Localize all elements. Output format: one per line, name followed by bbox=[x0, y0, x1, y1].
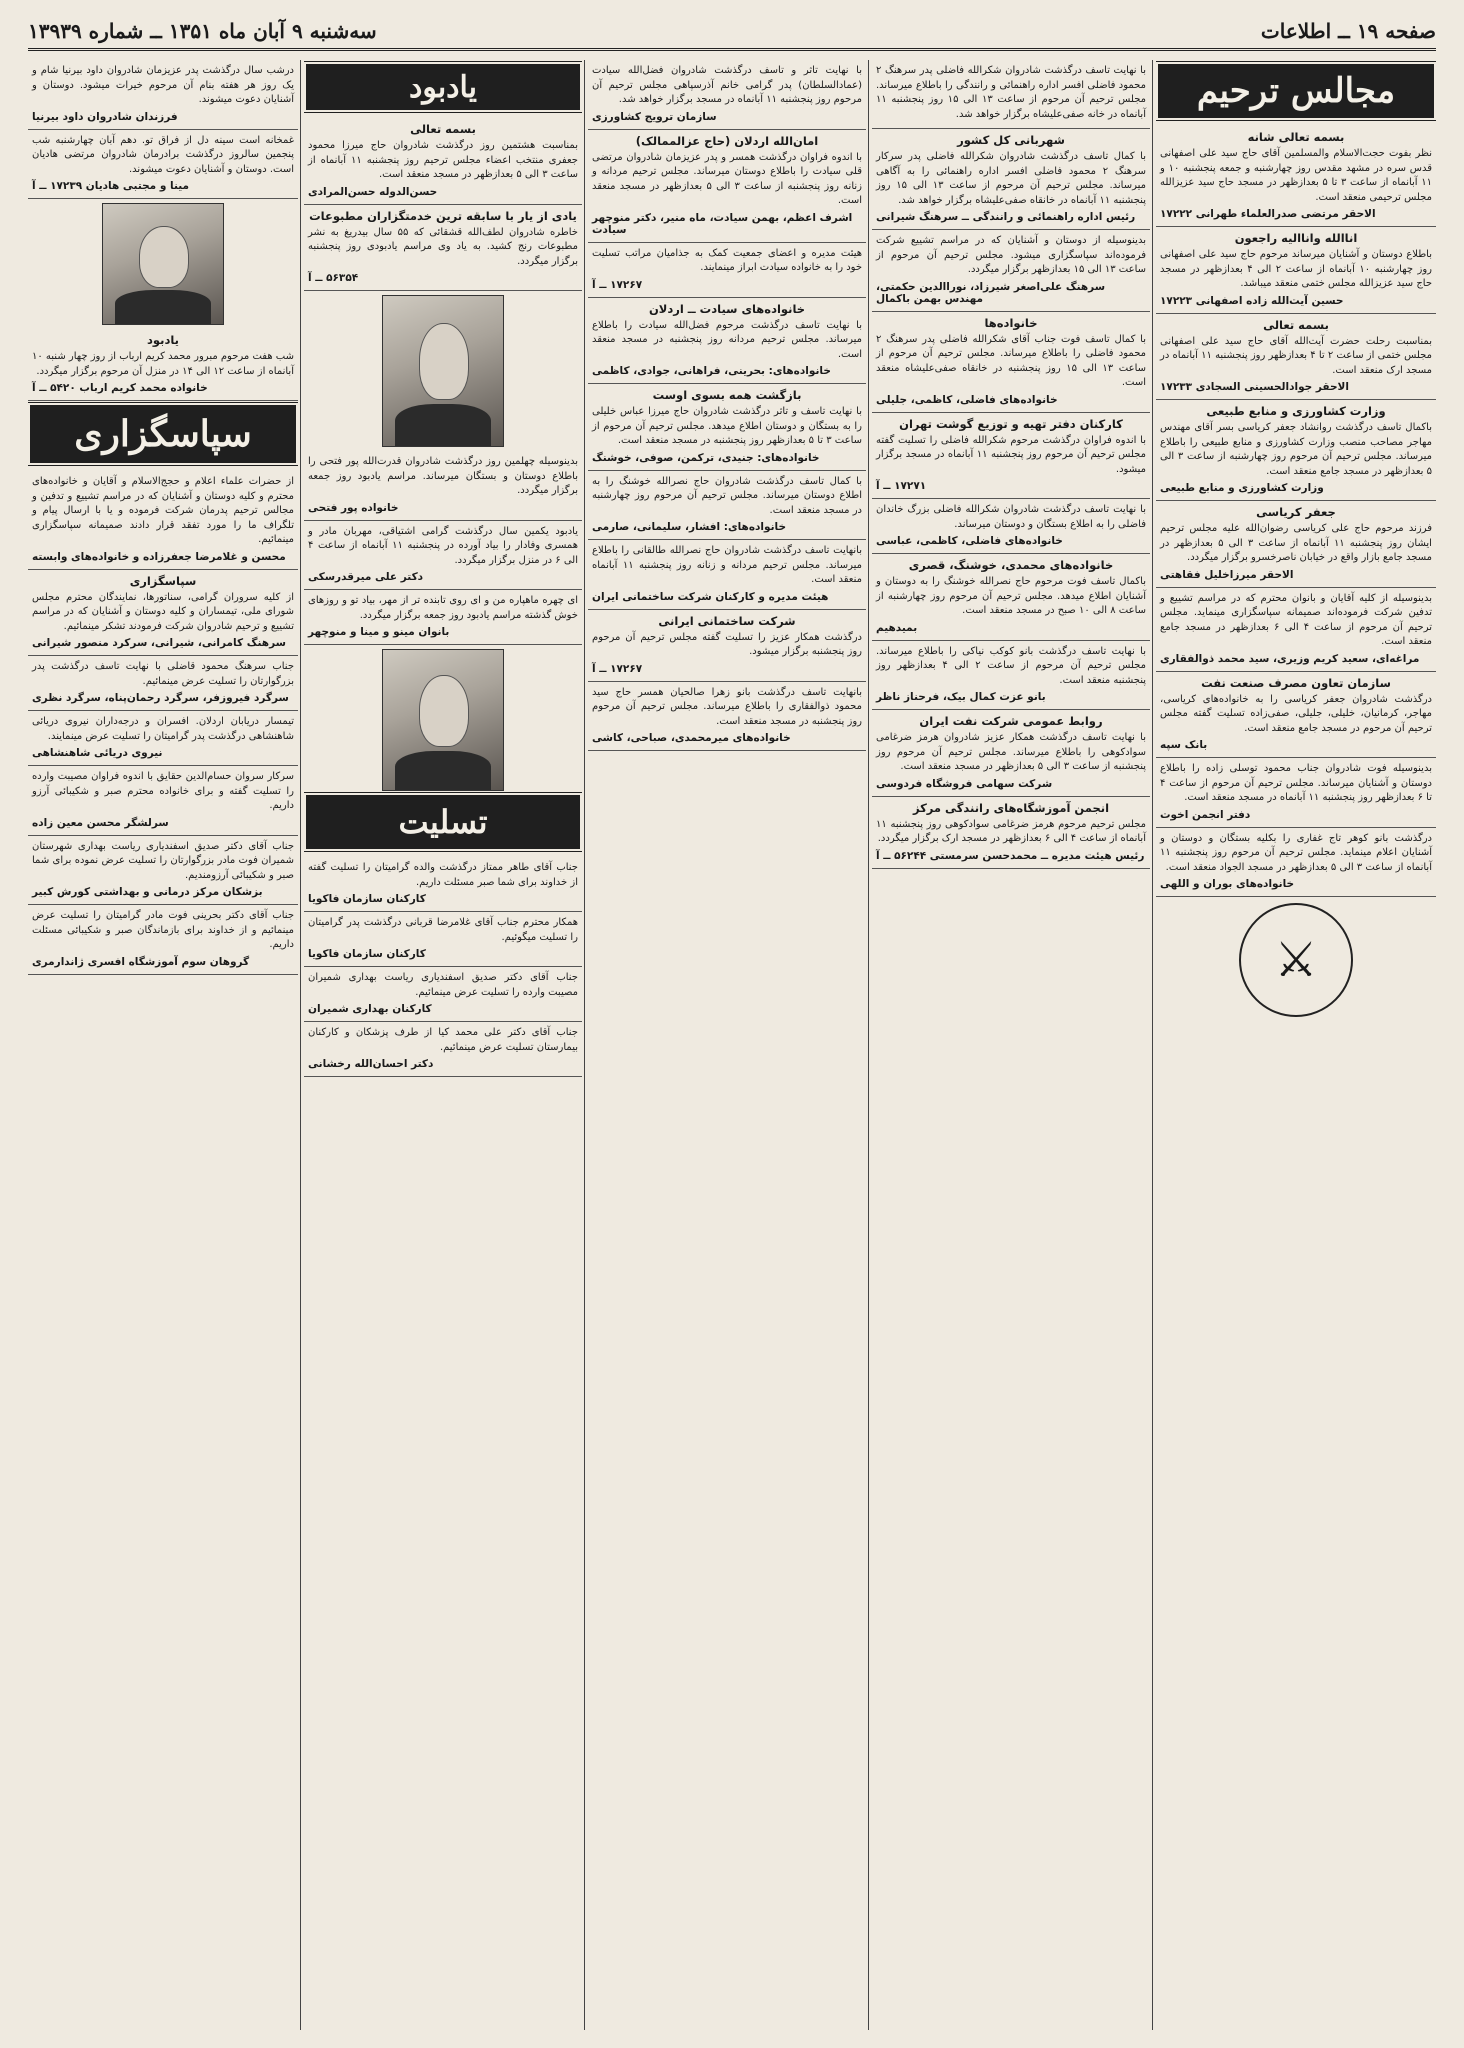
notice bbox=[872, 641, 1150, 711]
notice-signature: هیئت مدیره و کارکنان شرکت ساختمانی ایران bbox=[592, 590, 829, 603]
notice-body: از حضرات علماء اعلام و حجج‌الاسلام و آقایان و خانواده‌های محترم و کلیه دوستان و آشنایان که در مراسم تشییع و تدفین و مجالس ترحیم پدرمان شرکت فرموده و یا با ارسال پیام و تلگراف ما را مورد تفقد قرار دادند صمیمانه سپاسگزاری مینمائیم. bbox=[32, 476, 294, 545]
column-3-notices bbox=[588, 60, 866, 751]
notice bbox=[28, 836, 298, 906]
notice-body: مجلس ترحیم مرحوم هرمز ضرغامی سوادکوهی روز پنجشنبه ۱۱ آبانماه از ساعت ۴ الی ۶ بعدازظهر در مسجد ارک برگزار میگردد. bbox=[876, 818, 1146, 844]
column-4-notices-middle bbox=[304, 451, 582, 645]
notice-signature: دکتر علی میرقدرسکی bbox=[308, 571, 424, 583]
column-1 bbox=[1156, 60, 1436, 2030]
notice bbox=[304, 118, 582, 205]
notice-title: اناالله وانااليه راجعون bbox=[1234, 231, 1358, 245]
notice bbox=[872, 797, 1150, 869]
notice bbox=[588, 682, 866, 752]
notice bbox=[872, 710, 1150, 797]
notice-signature: ۱۷۲۶۷ ــ آ bbox=[592, 278, 643, 291]
notice-body: شب هفت مرحوم مبرور محمد کریم ارباب از روز چهار شنبه ۱۰ آبانماه از ساعت ۱۲ الی ۱۴ در منزل آن مرحوم برگزار میگردد. bbox=[32, 351, 294, 377]
column-3 bbox=[588, 60, 866, 2030]
masthead bbox=[28, 14, 1436, 51]
notice bbox=[1156, 588, 1436, 672]
notice-signature: الاحقر میرزاخلیل فقاهتی bbox=[1160, 568, 1294, 581]
notice bbox=[872, 129, 1150, 230]
notice-signature: محسن و غلامرضا جعفرزاده و خانواده‌های وابسته bbox=[32, 550, 286, 563]
notice-signature: بانوان مینو و مینا و منوچهر bbox=[308, 626, 450, 638]
notice-title: وزارت کشاورزی و منابع طبیعی bbox=[1206, 404, 1386, 418]
notice bbox=[28, 60, 298, 130]
notice bbox=[1156, 828, 1436, 898]
banner-majales-tarhim: مجالس ترحیم bbox=[1158, 64, 1434, 118]
notice-title: بسمه تعالی bbox=[410, 122, 476, 136]
notice-signature: الاحقر مرتضی صدرالعلماء طهرانی ۱۷۲۲۲ bbox=[1160, 208, 1376, 220]
notice-body: یادبود یکمین سال درگذشت گرامی اشتیاقی، مهربان مادر و همسری وفادار را بیاد آورده در پنجشنبه ۱۱ آبانماه از ساعت ۴ الی ۶ در منزل برگزار میگردد. bbox=[308, 525, 578, 566]
notice-signature: ۱۷۲۷۱ ــ آ bbox=[876, 480, 927, 492]
notice-title: خانواده‌ها bbox=[984, 315, 1038, 330]
notice-body: جناب آقای طاهر ممتاز درگذشت والده گرامیتان را تسلیت گفته از خداوند برای شما صبر مسئلت داریم. bbox=[308, 862, 578, 888]
column-5 bbox=[28, 60, 298, 2030]
notice bbox=[28, 471, 298, 570]
notice-body: جناب سرهنگ محمود قاضلی با نهایت تاسف درگذشت پدر بزرگوارتان را تسلیت عرض مینمائیم. bbox=[32, 661, 294, 687]
notice bbox=[588, 130, 866, 243]
notice bbox=[588, 471, 866, 541]
notice bbox=[872, 230, 1150, 312]
column-rule bbox=[584, 60, 585, 2030]
notice-body: همکار محترم جناب آقای غلامرضا قربانی درگذشت پدر گرامیتان را تسلیت میگوئیم. bbox=[308, 917, 578, 943]
notice-body: بدینوسیله از کلیه آقایان و بانوان محترم که در مراسم تشییع و تدفین شرکت فرموده‌اند صمیمانه سپاسگزاری مینماید. مجلس ترحیم آن مرحوم از ساعت ۴ الی ۶ بعدازظهر در مسجد جامع منعقد است. bbox=[1160, 592, 1433, 647]
masthead-page-label: صفحه ۱۹ ــ اطلاعات bbox=[1260, 19, 1436, 43]
notice bbox=[304, 521, 582, 591]
notice-signature: خانواده‌های بوران و اللهی bbox=[1160, 878, 1295, 890]
notice-body: بمناسبت رحلت حضرت آیت‌الله آقای حاج سید علی اصفهانی مجلس ختمی از ساعت ۲ تا ۴ بعدازظهر روز پنجشنبه ۱۱ آبانماه در مسجد ارک منعقد است. bbox=[1160, 335, 1432, 376]
notice bbox=[588, 384, 866, 471]
notice-title: امان‌الله اردلان (حاج عزالممالک) bbox=[635, 133, 819, 148]
notice-body: بمناسبت هشتمین روز درگذشت شادروان حاج میرزا محمود جعفری منتخب اعضاء مجلس ترحیم روز پنجشنبه ۱۱ آبانماه از ساعت ۳ الی ۵ بعدازظهر در مسجد منعقد است. bbox=[308, 140, 578, 180]
portrait-photo bbox=[382, 649, 504, 791]
notice-title: شرکت ساختمانی ایرانی bbox=[658, 613, 796, 628]
notice-title: بسمه تعالی شانه bbox=[1247, 130, 1345, 144]
notice bbox=[1156, 126, 1436, 227]
notice-signature: خانواده‌های: افشار، سلیمانی، صارمی bbox=[592, 521, 787, 533]
notice-body: با کمال تاسف درگذشت شادروان حاج نصرالله خوشنگ را به اطلاع دوستان میرساند. مجلس ترحیم آن مرحوم روز چهارشنبه در مسجد منعقد است. bbox=[592, 475, 862, 516]
notice-title: بازگشت همه بسوی اوست bbox=[652, 388, 802, 402]
notice-signature: کارکنان بهداری شمیران bbox=[308, 1003, 432, 1015]
notice-signature: فرزندان شادروان داود بیرنیا bbox=[32, 110, 178, 123]
notice-title: سپاسگزاری bbox=[129, 573, 197, 588]
notice bbox=[1156, 400, 1436, 501]
notice-body: ای چهره ماهپاره من و ای روی تابنده تر از مهر، بیاد تو و روزهای خوش گذشته مراسم یادبود روز جمعه برگزار میگردد. bbox=[308, 595, 578, 621]
notice-title: یادبود bbox=[147, 333, 179, 347]
notice-signature: دفتر انجمن اخوت bbox=[1160, 808, 1251, 821]
column-rule bbox=[300, 60, 301, 2030]
column-5-notices-top bbox=[28, 60, 298, 199]
notice-body: درگذشت شادروان جعفر کریاسی را به خانواده‌های کریاسی، مهاجر، کرمانیان، خلیلی، جلیلی، صفی‌زاده تسلیت گفته مجلس ترحیم آن مرحوم در مسجد جامع منعقد است. bbox=[1160, 693, 1432, 734]
notice-body: بدینوسیله از دوستان و آشنایان که در مراسم تشییع شرکت فرموده‌اند سپاسگزاری میشود. مجلس ترحیم آن مرحوم از ساعت ۱۳ الی ۱۵ بعدازظهر برگزار میگردد. bbox=[876, 235, 1146, 275]
notice bbox=[28, 130, 298, 200]
notice-signature: خانواده پور فتحی bbox=[308, 501, 399, 514]
notice bbox=[304, 1022, 582, 1077]
notice-signature: الاحقر جوادالحسینی السجادی ۱۷۲۳۳ bbox=[1160, 381, 1349, 393]
notice-signature: کارکنان سازمان فاکویا bbox=[308, 948, 426, 960]
notice-title: انجمن آموزشگاه‌های رانندگی مرکز bbox=[912, 800, 1110, 815]
notice bbox=[304, 857, 582, 912]
portrait-photo bbox=[382, 295, 504, 447]
notice bbox=[588, 610, 866, 682]
notice-body: از کلیه سروران گرامی، سناتورها، نمایندگان محترم مجلس شورای ملی، تیمساران و کلیه دوستان و آشنایان که در مراسم تشییع و ترحیم شادروان شرکت فرمودند تشکر مینمائیم. bbox=[32, 591, 294, 632]
notice-signature: ۵۶۳۵۴ ــ آ bbox=[308, 272, 359, 284]
notice-signature: خانواده‌های فاضلی، کاظمی، جلیلی bbox=[876, 393, 1058, 406]
notice-signature: خانواده‌های: جنیدی، ترکمن، صوفی، خوشنگ bbox=[592, 451, 820, 464]
notice-body: جناب آقای دکتر صدیق اسفندیاری ریاست بهداری شهرستان شمیران فوت مادر بزرگوارتان را تسلیت عرض نموده برای شما صبر و شکیبائی آرزومندیم. bbox=[32, 840, 294, 881]
notice-body: هیئت مدیره و اعضای جمعیت کمک به جذامیان مراتب تسلیت خود را به خانواده سیادت ابراز مینمایند. bbox=[592, 247, 862, 273]
notice bbox=[28, 711, 298, 766]
notice bbox=[28, 766, 298, 836]
notice-body: باکمال تاسف درگذشت روانشاد جعفر کریاسی بسر آقای مهندس مهاجر مصاحب منصب وزارت کشاورزی و منابع طبیعی را باطلاع میرساند. مجلس ترحیم آن مرحوم روز چهارشنبه از ساعت ۳ الی ۵ بعدازظهر در مسجد جامع منعقد است. bbox=[1160, 422, 1432, 477]
notice-body: با نهایت تاثر و تاسف درگذشت شادروان فضل‌الله سیادت (عمادالسلطان) پدر گرامی خانم آذرسپاهی مجلس ترحیم آن مرحوم روز پنجشنبه ۱۱ آبانماه در مسجد برگزار خواهد شد. bbox=[592, 65, 862, 105]
notice bbox=[1156, 314, 1436, 401]
notice bbox=[304, 451, 582, 521]
notice bbox=[872, 499, 1150, 554]
notice bbox=[588, 60, 866, 130]
notice-body: با کمال تاسف درگذشت شادروان شکرالله فاضلی پدر سرکار سرهنگ ۲ محمود فاضلی افسر اداره راهنمائی را به آگاهی میرساند. مجلس ترحیم آن مرحوم از ساعت ۱۳ الی ۱۵ روز پنجشنبه ۱۱ آبانماه در خانقاه صفی‌علیشاه برگزار خواهد شد. bbox=[876, 151, 1146, 206]
notice-body: با نهایت تاسف درگذشت مرحوم فضل‌الله سیادت را باطلاع میرساند. مجلس ترحیم مردانه روز پنجشنبه در مسجد منعقد است. bbox=[592, 319, 862, 360]
notice-title: سازمان تعاون مصرف صنعت نفت bbox=[1201, 675, 1391, 690]
notice-body: تیمسار دریابان اردلان. افسران و درجه‌داران نیروی دریائی شاهنشاهی درگذشت پدر گرامیتان را تسلیت عرض مینمایند. bbox=[32, 716, 294, 742]
notice-signature: سرهنگ علی‌اصغر شیرزاد، نوراالدین حکمتی، مهندس بهمن باکمال bbox=[876, 280, 1106, 305]
notice-signature: بزشکان مرکز درمانی و بهداشتی کورش کبیر bbox=[32, 886, 263, 898]
notice bbox=[28, 656, 298, 711]
notice-signature: سرهنگ کامرانی، شیرانی، سرکرد منصور شیرانی bbox=[32, 637, 286, 649]
bank-sepah-emblem-icon: ⚔ bbox=[1239, 903, 1353, 1017]
notice-signature: خانواده‌های میرمحمدی، صباحی، کاشی bbox=[592, 732, 791, 744]
notice bbox=[872, 413, 1150, 500]
notice-signature: ۱۷۲۶۷ ــ آ bbox=[592, 662, 643, 675]
notice bbox=[1156, 672, 1436, 759]
notice bbox=[304, 967, 582, 1022]
column-2-notices bbox=[872, 60, 1150, 869]
notice-signature: دکتر احسان‌الله رخشانی bbox=[308, 1058, 434, 1070]
notice-title: خانواده‌های سیادت ــ اردلان bbox=[648, 301, 806, 316]
notice-body: بدینوسیله چهلمین روز درگذشت شادروان قدرت‌الله پور فتحی را باطلاع دوستان و بستگان میرساند. مراسم یادبود روز جمعه برگزار میگردد. bbox=[308, 456, 578, 496]
notice-body: با نهایت تاسف و تاثر درگذشت شادروان حاج میرزا عباس خلیلی را به بستگان و دوستان اطلاع میدهد. مجلس ترحیم آن مرحوم از ساعت ۳ تا ۵ بعدازظهر روز پنجشنبه در مسجد منعقد است. bbox=[592, 406, 862, 446]
notice-body: جناب آقای دکتر صدیق اسفندیاری ریاست بهداری شمیران مصیبت وارده را تسلیت عرض مینمائیم. bbox=[308, 972, 578, 998]
notice-signature: خانواده‌های: بحرینی، فراهانی، جوادی، کاظمی bbox=[592, 365, 831, 377]
column-4-notices-top bbox=[304, 118, 582, 291]
notice-signature: مراغه‌ای، سعید کریم وزیری، سید محمد ذوالفقاری bbox=[1160, 652, 1420, 665]
column-5-notices-middle bbox=[28, 329, 298, 401]
notice bbox=[588, 243, 866, 298]
notice-signature: بانو عزت کمال بیک، فرحناز ناظر bbox=[876, 691, 1046, 703]
notice-body: با اندوه فراوان درگذشت مرحوم شکرالله فاضلی را تسلیت گفته مجلس ترحیم آن مرحوم روز پنجشنبه ۱۱ آبانماه در مسجد برگزار میشود. bbox=[876, 434, 1146, 475]
notice-signature: سرلشگر محسن معین زاده bbox=[32, 816, 169, 829]
notice-body: با نهایت تاسف درگذشت همکار عزیز شادروان هرمز ضرغامی سوادکوهی را باطلاع میرساند. مجلس ترحیم آن مرحوم روز پنجشنبه از ساعت ۳ الی ۵ بعدازظهر در مسجد منعقد است. bbox=[876, 732, 1146, 772]
notice bbox=[588, 540, 866, 610]
notice bbox=[588, 298, 866, 385]
notice-signature: شرکت سهامی فروشگاه فردوسی bbox=[876, 777, 1053, 790]
notice bbox=[28, 905, 298, 975]
notice bbox=[1156, 227, 1436, 314]
notice-title: بسمه تعالی bbox=[1263, 317, 1329, 332]
notice-title: شهربانی کل کشور bbox=[957, 133, 1065, 147]
notice-body: درشب سال درگذشت پدر عزیزمان شادروان داود بیرنیا شام و یک روز هر هفته بنام آن مرحوم خیرات میشود. دوستان و آشنایان دعوت میشوند. bbox=[32, 65, 294, 105]
notice-signature: کارکنان سازمان فاکویا bbox=[308, 893, 426, 905]
notice bbox=[304, 590, 582, 645]
banner-sepasgozari: سپاسگزاری bbox=[30, 405, 296, 463]
column-2 bbox=[872, 60, 1150, 2030]
notice-title: جعفر کریاسی bbox=[1256, 505, 1336, 519]
notice bbox=[1156, 501, 1436, 588]
notice-title: یادی از یار با سابقه ترین خدمتگزاران مطبوعات bbox=[309, 208, 577, 223]
notice-body: بانهایت تاسف درگذشت بانو زهرا صالحیان همسر حاج سید محمود ذوالفقاری را باطلاع میرساند. مجلس ترحیم آن مرحوم روز پنجشنبه در مسجد منعقد است. bbox=[592, 686, 862, 727]
notice-signature: اشرف اعظم، بهمن سیادت، ماه منیر، دکتر منوچهر سیادت bbox=[592, 211, 853, 236]
notice-body: نظر بفوت حجت‌الاسلام والمسلمین آقای حاج سید علی اصفهانی قدس سره در مشهد مقدس روز چهارشنبه و جمعه پنجشنبه ۱۰ و ۱۱ آبانماه از ساعت ۳ تا ۵ بعدازظهر در مسجد حاج سید عزیزالله مجلس ترحیمی منعقد است. bbox=[1160, 148, 1432, 203]
notice-title: کارکنان دفتر تهیه و توزیع گوشت تهران bbox=[899, 416, 1123, 431]
notice-signature: حسین آیت‌الله زاده اصفهانی ۱۷۲۲۳ bbox=[1160, 294, 1344, 307]
notice-signature: بمیدهیم bbox=[876, 621, 918, 634]
notice-body: با کمال تاسف فوت جناب آقای شکرالله فاضلی پدر سرهنگ ۲ محمود فاضلی را باطلاع میرساند. مجلس ترحیم آن مرحوم از ساعت ۱۳ الی ۱۵ روز پنجشنبه در خانقاه صفی‌علیشاه منعقد است. bbox=[876, 333, 1146, 388]
notice bbox=[872, 312, 1150, 413]
notice-body: بانهایت تاسف درگذشت شادروان حاج نصرالله طالقانی را باطلاع میرساند. مجلس ترحیم مردانه و زنانه روز پنجشنبه ۱۱ آبانماه منعقد است. bbox=[592, 545, 862, 585]
notice-body: با نهایت تاسف درگذشت شادروان شکرالله فاضلی بزرگ خاندان فاضلی را به اطلاع بستگان و دوستان میرساند. bbox=[876, 504, 1146, 530]
notice bbox=[872, 60, 1150, 129]
notice-signature: وزارت کشاورزی و منابع طبیعی bbox=[1160, 482, 1324, 494]
column-rule bbox=[868, 60, 869, 2030]
notice-signature: مینا و مجتبی هادیان ۱۷۲۳۹ ــ آ bbox=[32, 180, 190, 192]
notice-body: خاطره شادروان لطف‌الله قشقائی که ۵۵ سال بیدریغ به نشر مطبوعات رنج کشید. به یاد وی مراسم یادبودی روز پنجشنبه برگزار میگردد. bbox=[308, 226, 578, 267]
notice-body: جناب آقای دکتر علی محمد کیا از طرف پزشکان و کارکنان بیمارستان تسلیت عرض مینمائیم. bbox=[308, 1027, 578, 1053]
notice-signature: سرگرد فیروزفر، سرگرد رحمان‌پناه، سرگرد نظری bbox=[32, 692, 289, 704]
notice-body: فرزند مرحوم حاج علی کریاسی رضوان‌الله علیه مجلس ترحیم ایشان روز پنجشنبه ۱۱ آبانماه از ساعت ۳ الی ۵ بعدازظهر در مسجد جامع بازار واقع در خیابان ناصرخسرو برگزار میگردد. bbox=[1160, 523, 1432, 563]
notice-signature: سازمان ترویج کشاورزی bbox=[592, 110, 717, 123]
notice-body: سرکار سروان حسام‌الدین حقایق با اندوه فراوان مصیبت وارده را تسلیت گفته و برای خانواده محترم صبر و شکیبائی آرزو داریم. bbox=[32, 771, 294, 811]
notice bbox=[28, 329, 298, 401]
notice-title: خانواده‌های محمدی، خوشنگ، قصری bbox=[908, 558, 1114, 572]
notice-body: باکمال تاسف فوت مرحوم حاج نصرالله خوشنگ را به دوستان و آشنایان اطلاع میدهد. مجلس ترحیم آن مرحوم روز چهارشنبه از ساعت ۸ الی ۱۰ صبح در مسجد منعقد است. bbox=[876, 576, 1146, 616]
notice bbox=[304, 205, 582, 292]
notice-body: درگذشت بانو کوهر تاج غفاری را بکلیه بستگان و دوستان و آشنایان اعلام مینماید. مجلس ترحیم آن مرحوم روز پنجشنبه ۱۱ آبانماه از ساعت ۳ الی ۵ بعدازظهر در مسجد الجواد منعقد است. bbox=[1160, 832, 1432, 873]
notice-body: باطلاع دوستان و آشنایان میرساند مرحوم حاج سید علی اصفهانی روز چهارشنبه ۱۰ آبانماه از ساعت ۲ الی ۴ بعدازظهر در مسجد حاج سید عزیزالله مجلس ختمی منعقد میباشد. bbox=[1160, 249, 1432, 289]
column-4-notices-bottom bbox=[304, 857, 582, 1077]
notice-body: غمخانه است سینه دل از فراق تو. دهم آبان چهارشنبه شب پنجمین سالروز درگذشت برادرمان شادروان مرتضی هادیان است. دوستان و آشنایان دعوت میشوند. bbox=[32, 134, 294, 175]
column-1-notices bbox=[1156, 126, 1436, 897]
notice-title: روابط عمومی شرکت نفت ایران bbox=[919, 714, 1103, 728]
notice-body: با نهایت تاسف درگذشت شادروان شکرالله فاضلی پدر سرهنگ ۲ محمود فاضلی افسر اداره راهنمائی و رانندگی را باطلاع میرساند. مجلس ترحیم آن مرحوم از ساعت ۱۳ الی ۱۵ روز پنجشنبه ۱۱ آبانماه در خانه صفی‌علیشاه برگزار خواهد شد. bbox=[876, 65, 1146, 120]
notice-body: بدینوسیله فوت شادروان جناب محمود توسلی زاده را باطلاع دوستان و آشنایان میرساند. مجلس ترحیم آن مرحوم از ساعت ۴ تا ۶ بعدازظهر روز پنجشنبه ۱۱ آبانماه در مسجد منعقد است. bbox=[1160, 763, 1432, 803]
banner-yadbud: یادبود bbox=[306, 64, 580, 110]
notice-signature: بانک سپه bbox=[1160, 739, 1208, 751]
notice bbox=[304, 912, 582, 967]
masthead-date-issue: سه‌شنبه ۹ آبان ماه ۱۳۵۱ ــ شماره ۱۳۹۳۹ bbox=[28, 19, 377, 43]
portrait-photo bbox=[102, 203, 224, 325]
notice-body: درگذشت همکار عزیز را تسلیت گفته مجلس ترحیم آن مرحوم روز پنجشنبه برگزار میشود. bbox=[592, 631, 862, 657]
notice-body: با نهایت تاسف درگذشت بانو کوکب نیاکی را باطلاع میرساند. مجلس ترحیم آن مرحوم از ساعت ۲ الی ۴ بعدازظهر روز پنجشنبه منعقد است. bbox=[876, 645, 1146, 686]
notice-signature: رئیس هیئت مدیره ــ محمدحسن سرمستی ۵۶۲۴۴ ــ آ bbox=[876, 849, 1145, 862]
notice-signature: گروهان سوم آموزشگاه افسری ژاندارمری bbox=[32, 955, 250, 968]
notice-body: جناب آقای دکتر بحرینی فوت مادر گرامیتان را تسلیت عرض مینمائیم و از خداوند برای بازماندگان صبر و شکیبائی مسئلت داریم. bbox=[32, 910, 294, 950]
column-rule bbox=[1152, 60, 1153, 2030]
column-4 bbox=[304, 60, 582, 2030]
notice bbox=[872, 554, 1150, 641]
column-5-notices-bottom bbox=[28, 471, 298, 975]
notice bbox=[28, 570, 298, 657]
banner-tasliyat: تسلیت bbox=[306, 795, 580, 849]
notice-signature: رئیس اداره راهنمائی و رانندگی ــ سرهنگ شیرانی bbox=[876, 211, 1136, 223]
notice bbox=[1156, 758, 1436, 828]
notice-signature: خانواده محمد کریم ارباب ۵۴۲۰ ــ آ bbox=[32, 382, 208, 394]
notice-signature: نیروی دریائی شاهنشاهی bbox=[32, 747, 163, 759]
notice-body: با اندوه فراوان درگذشت همسر و پدر عزیزمان شادروان مرتضی قلی سیادت را باطلاع دوستان میرساند. مجلس ترحیم مردانه و زنانه روز پنجشنبه از ساعت ۳ الی ۵ بعدازظهر در مسجد منعقد است. bbox=[592, 151, 862, 206]
notice-signature: خانواده‌های فاضلی، کاظمی، عباسی bbox=[876, 535, 1063, 547]
notice-signature: حسن‌الدوله حسن‌المرادی bbox=[308, 185, 438, 198]
